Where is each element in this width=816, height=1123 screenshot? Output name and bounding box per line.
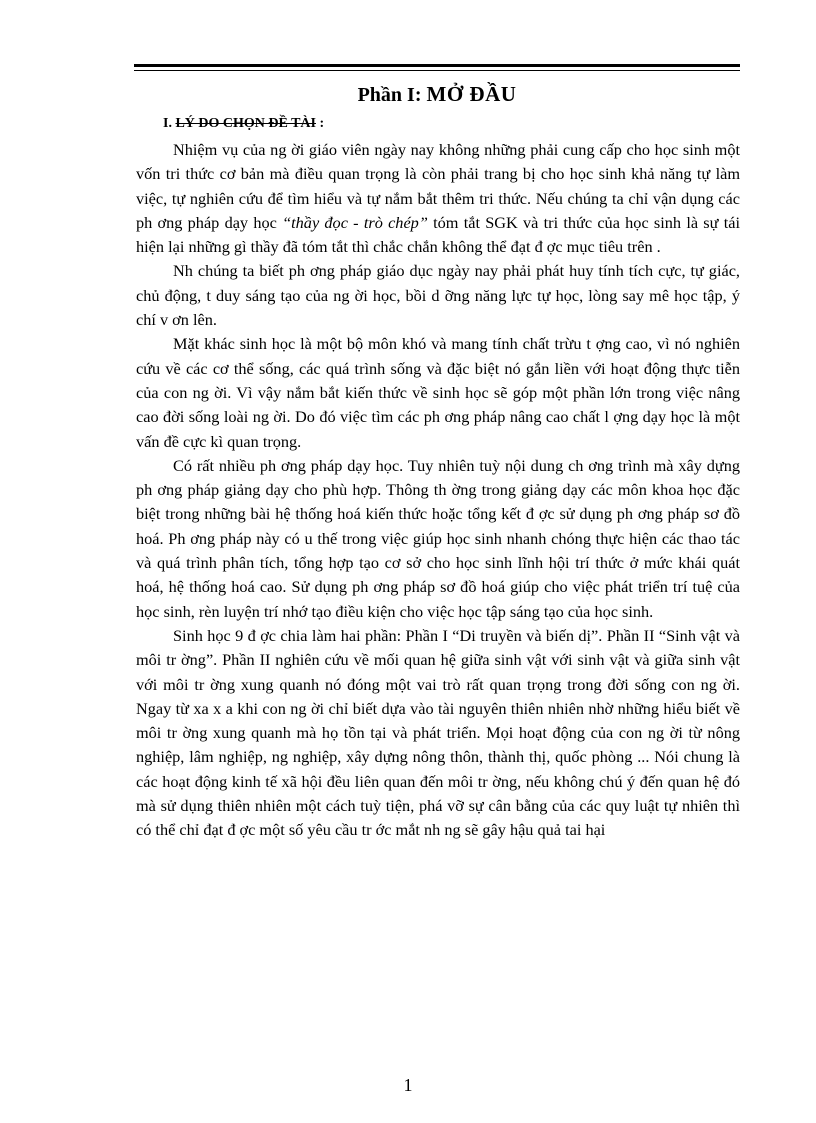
section-number: I. [163,116,176,131]
section-heading [163,116,324,132]
paragraph-1 [136,138,740,259]
section-heading-suffix: : [316,116,325,131]
paragraph-4: Có rất nhiều ph ơng pháp dạy học. Tuy nhiên tuỳ nội dung ch ơng trình mà xây dựng ph ơng pháp giảng dạy cho phù hợp. Thông th ờng trong giảng dạy các môn khoa học đặc biệt trong những bài hệ thống hoá kiến thức hoặc tổng kết đ ợc sử dụng ph ơng pháp sơ đồ hoá. Ph ơng pháp này có u thế trong việc giúp học sinh nhanh chóng thực hiện các thao tác và quá trình phân tích, tổng hợp tạo cơ sở cho học sinh lĩnh hội trí thức ở mức khái quát hoá, hệ thống hoá cao. Sử dụng ph ơng pháp sơ đồ hoá giúp cho việc phát triển trí tuệ của học sinh, rèn luyện trí nhớ tạo điều kiện cho việc học tập sáng tạo của học sinh. [136,455,740,621]
title-part-name: MỞ ĐẦU [426,82,517,106]
section-heading-text: LÝ DO CHỌN ĐỀ TÀI [175,116,316,131]
paragraph-1-text-a: Nhiệm vụ của ng ời giáo viên ngày nay không những phải cung cấp cho học sinh một vốn tri thức cơ bản mà điều quan trọng là còn phải trang bị cho học sinh khả năng tự làm việc, tự nghiên cứu để tìm hiểu và tự nắm bắt thêm tri thức. Nếu chúng ta chỉ vận dụng các ph ơng pháp dạy học [136,140,740,232]
header-rule-thick [134,64,740,67]
page-title [134,82,740,107]
header-rule-thin [134,70,740,71]
title-part-label: Phần I: [357,84,427,106]
paragraph-3: Mặt khác sinh học là một bộ môn khó và mang tính chất trừu t ợng cao, vì nó nghiên cứu về các cơ thể sống, các quá trình sống và đặc biệt nó gắn liền với hoạt động thực tiễn của con ng ời. Vì vậy nắm bắt kiến thức về sinh học sẽ góp một phần lớn trong việc nâng cao đời sống loài ng ời. Do đó việc tìm các ph ơng pháp nâng cao chất l ợng dạy học là một vấn đề cực kì quan trọng. [136,334,740,451]
paragraph-5: Sinh học 9 đ ợc chia làm hai phần: Phần I “Di truyền và biến dị”. Phần II “Sinh vật và môi tr ờng”. Phần II nghiên cứu về mối quan hệ giữa sinh vật với sinh vật và giữa sinh vật với môi tr ờng xung quanh nó đóng một vai trò rất quan trọng trong đời sống con ng ời. Ngay từ xa x a khi con ng ời chỉ biết dựa vào tài nguyên thiên nhiên nhờ những hiểu biết về môi tr ờng xung quanh mà họ tồn tại và phát triển. Mọi hoạt động của con ng ời từ nông nghiệp, lâm nghiệp, ng nghiệp, xây dựng nông thôn, thành thị, quốc phòng ... Nói chung là các hoạt động kinh tế xã hội đều liên quan đến môi tr ờng, nếu không chú ý đến quan hệ đó mà sử dụng thiên nhiên một cách tuỳ tiện, phá vỡ sự cân bằng của các quy luật tự nhiên thì có thể chỉ đạt đ ợc một số yêu cầu tr ớc mắt nh ng sẽ gây hậu quả tai hại [136,625,740,840]
paragraph-1-text-b: tóm tắt SGK và tri thức của học sinh là sự tái hiện lại những gì thầy đã tóm tắt thì chắc chắn không thể đạt đ ợc mục tiêu trên . [136,212,740,257]
page-number: 1 [403,1075,413,1095]
paragraph-2: Nh chúng ta biết ph ơng pháp giáo dục ngày nay phải phát huy tính tích cực, tự giác, chủ động, t duy sáng tạo của ng ời học, bồi d ỡng năng lực tự học, lòng say mê học tập, ý chí v ơn lên. [136,261,740,330]
paragraph-1-quote: “thầy đọc - trò chép” [282,212,428,232]
body-text [136,138,740,843]
